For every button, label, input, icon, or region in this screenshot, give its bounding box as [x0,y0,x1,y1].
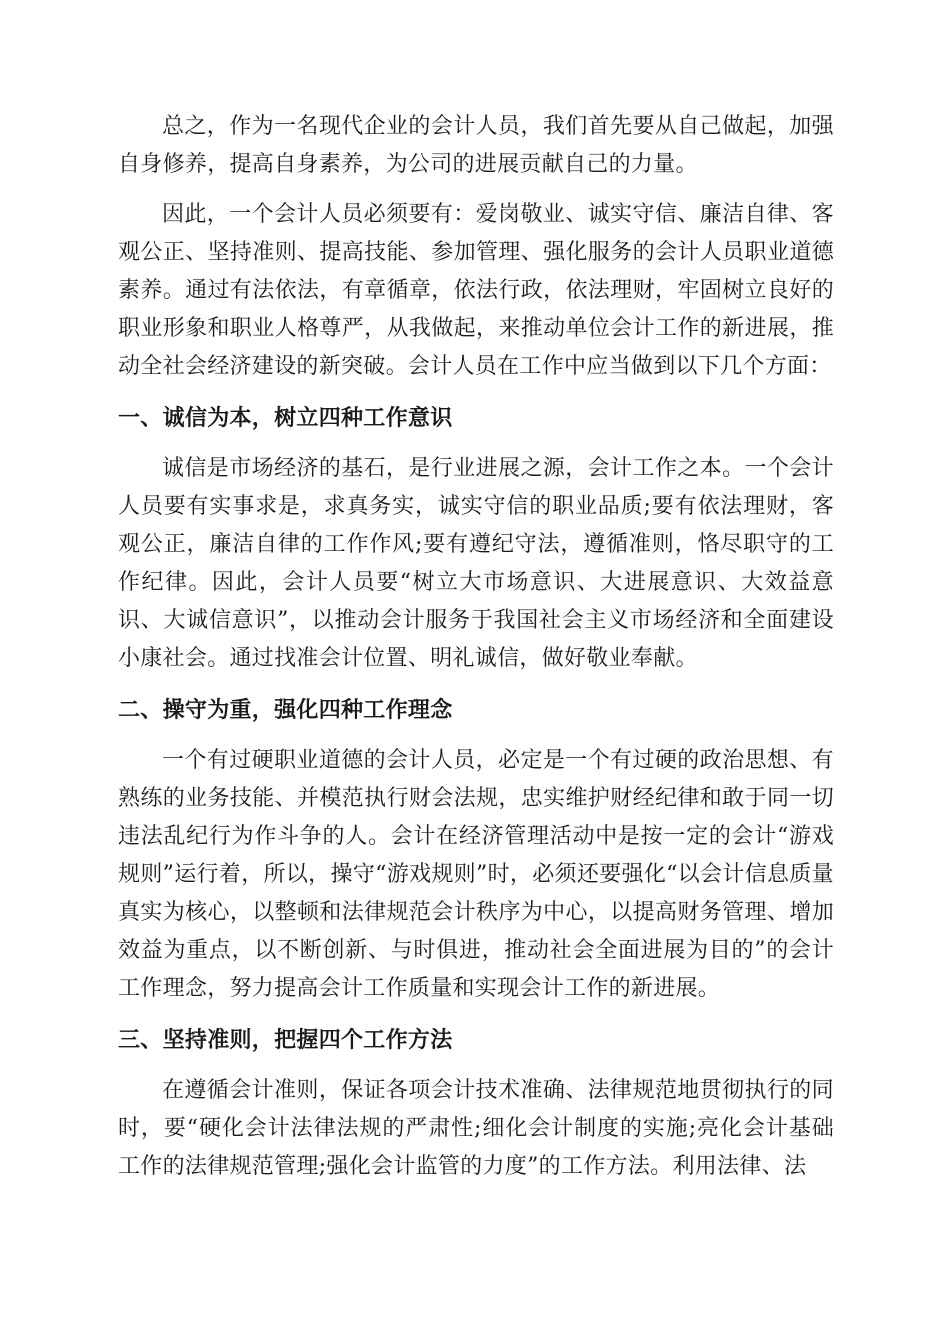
paragraph: 一个有过硬职业道德的会计人员，必定是一个有过硬的政治思想、有熟练的业务技能、并模范执行财会法规，忠实维护财经纪律和敢于同一切违法乱纪行为作斗争的人。会计在经济管理活动中是按一定的会计“游戏规则”运行着，所以，操守“游戏规则”时，必须还要强化“以会计信息质量真实为核心，以整顿和法律规范会计秩序为中心，以提高财务管理、增加效益为重点，以不断创新、与时俱进，推动社会全面进展为目的”的会计工作理念，努力提高会计工作质量和实现会计工作的新进展。 [118,748,834,1001]
section-heading: 三、坚持准则，把握四个工作方法 [118,1028,453,1053]
paragraph: 因此，一个会计人员必须要有：爱岗敬业、诚实守信、廉洁自律、客观公正、坚持准则、提高技能、参加管理、强化服务的会计人员职业道德素养。通过有法依法，有章循章，依法行政，依法理财，牢固树立良好的职业形象和职业人格尊严，从我做起，来推动单位会计工作的新进展，推动全社会经济建设的新突破。会计人员在工作中应当做到以下几个方面： [118,202,834,379]
paragraph: 总之，作为一名现代企业的会计人员，我们首先要从自己做起，加强自身修养，提高自身素养，为公司的进展贡献自己的力量。 [118,114,834,177]
section-heading: 一、诚信为本，树立四种工作意识 [118,406,453,431]
paragraph: 在遵循会计准则，保证各项会计技术准确、法律规范地贯彻执行的同时，要“硬化会计法律法规的严肃性;细化会计制度的实施;亮化会计基础工作的法律规范管理;强化会计监管的力度”的工作方法。利用法律、法 [118,1078,834,1179]
section-heading: 二、操守为重，强化四种工作理念 [118,698,453,723]
paragraph: 诚信是市场经济的基石，是行业进展之源，会计工作之本。一个会计人员要有实事求是，求真务实，诚实守信的职业品质;要有依法理财，客观公正，廉洁自律的工作作风;要有遵纪守法，遵循准则，恪尽职守的工作纪律。因此，会计人员要“树立大市场意识、大进展意识、大效益意识、大诚信意识”，以推动会计服务于我国社会主义市场经济和全面建设小康社会。通过找准会计位置、明礼诚信，做好敬业奉献。 [118,456,834,671]
document-body [118,108,834,1186]
